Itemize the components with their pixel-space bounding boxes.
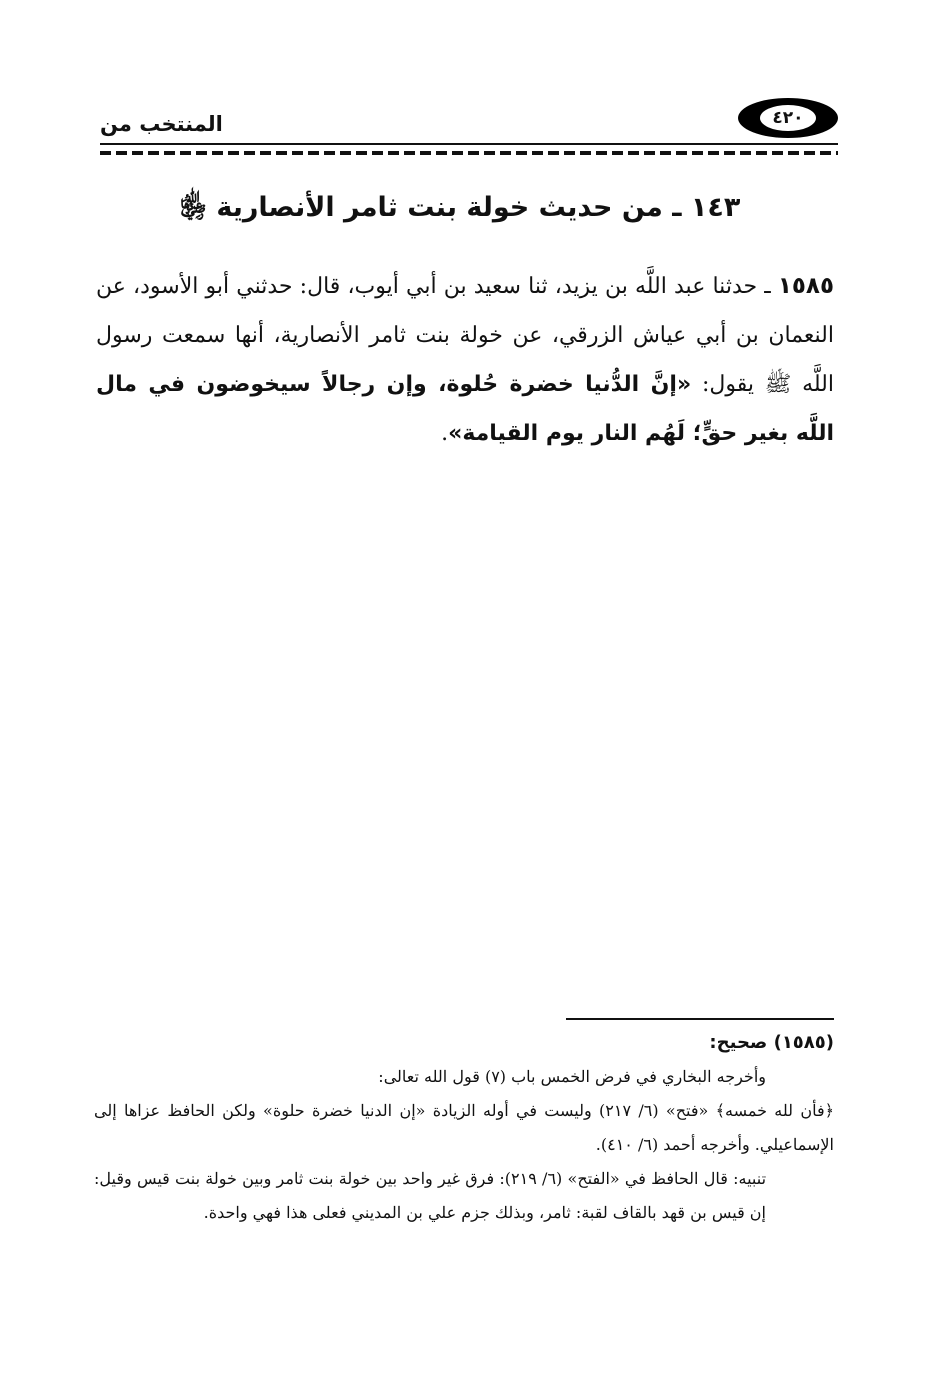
hadith-paragraph: [96, 262, 834, 458]
page-number-badge: [738, 98, 838, 138]
footnote: [94, 1026, 834, 1230]
footnote-line: وأخرجه البخاري في فرض الخمس باب (٧) قول الله تعالى:: [378, 1067, 766, 1086]
hadith-text: ـ حدثنا عبد اللَّه بن يزيد، ثنا سعيد بن أبي أيوب، قال: حدثني أبو الأسود، عن النعمان بن أبي عياش الزرقي، عن خولة بنت ثامر الأنصارية، أنها سمعت رسول اللَّه ﷺ يقول:: [96, 274, 834, 397]
hadith-quote: «إنَّ الدُّنيا خضرة حُلوة، وإن رجالاً سيخوضون في مال اللَّه بغير حقٍّ؛ لَهُم النار يوم القيامة»: [96, 372, 834, 446]
hadith-end: .: [441, 421, 449, 446]
hadith-number: ١٥٨٥: [777, 273, 834, 299]
footnote-line: تنبيه: قال الحافظ في «الفتح» (٦/ ٢١٩): فرق غير واحد بين خولة بنت ثامر وبين خولة بنت قيس وقيل: إن قيس بن قهد بالقاف لقبة: ثامر، وبذلك جزم علي بن المديني فعلى هذا فهي واحدة.: [94, 1169, 767, 1222]
footnote-line: ﴿فأن لله خمسه﴾ «فتح» (٦/ ٢١٧) وليست في أوله الزيادة «إن الدنيا خضرة حلوة» ولكن الحافظ عزاها إلى الإسماعيلي. وأخرجه أحمد (٦/ ٤١٠).: [94, 1101, 835, 1154]
chapter-heading: ١٤٣ ـ من حديث خولة بنت ثامر الأنصارية ﵂: [179, 192, 741, 223]
footnote-heading: (١٥٨٥) صحيح:: [709, 1032, 834, 1053]
page-number: ٤٢٠: [760, 105, 816, 131]
header-rule: [100, 143, 838, 145]
header-dashed-rule: [100, 151, 838, 155]
running-header-title: المنتخب من: [100, 112, 223, 136]
footnote-separator: [566, 1018, 834, 1020]
